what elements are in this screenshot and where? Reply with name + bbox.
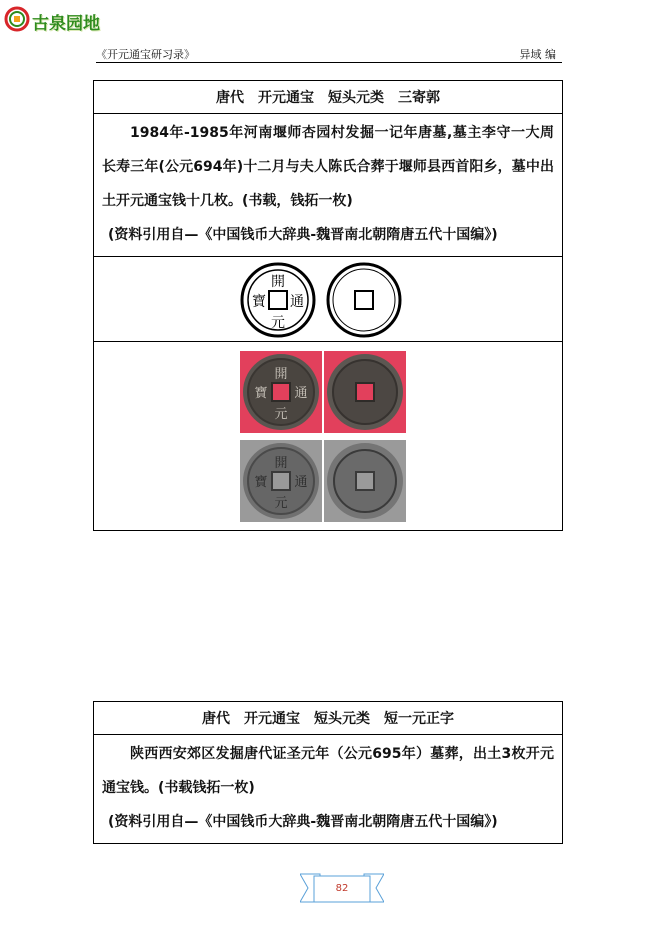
entry-1-text — [94, 114, 563, 257]
coin-photo-reverse-color — [324, 351, 406, 433]
page-number-ribbon — [300, 872, 384, 906]
rubbing-char-bottom: 元 — [271, 315, 285, 331]
logo-brand-text: 古泉园地 — [32, 14, 100, 34]
rubbing-row — [94, 257, 563, 342]
photo-char-top: 開 — [274, 367, 288, 382]
page-number: 82 — [335, 883, 349, 894]
coin-rubbing-obverse — [238, 261, 318, 339]
rubbing-char-right: 通 — [290, 294, 304, 310]
photo-char-left: 寶 — [254, 386, 268, 401]
coin-photo-obverse-color — [240, 351, 322, 433]
coin-photo-obverse-grey — [240, 440, 322, 522]
entry-2-paragraph: 陕西西安郊区发掘唐代证圣元年（公元695年）墓葬，出土3枚开元通宝钱。(书载钱拓一枚) — [102, 746, 554, 796]
page-header — [96, 46, 562, 63]
photo-row — [94, 342, 563, 531]
entry-2-title: 唐代 开元通宝 短头元类 短一元正字 — [94, 702, 563, 735]
entry-1-paragraph: 1984年-1985年河南堰师杏园村发掘一记年唐墓,墓主李守一大周长寿三年(公元694年)十二月与夫人陈氏合葬于堰师县西首阳乡，墓中出土开元通宝钱十几枚。(书载，钱拓一枚) — [102, 125, 554, 209]
editor-credit: 异域 编 — [519, 48, 556, 61]
coin-rubbing-reverse — [324, 261, 404, 339]
entry-1-source: (资料引用自—《中国钱币大辞典-魏晋南北朝隋唐五代十国编》) — [108, 227, 498, 243]
entry-1-table — [93, 80, 563, 531]
rubbing-char-left: 寶 — [252, 294, 266, 310]
grey-char-right: 通 — [294, 475, 308, 490]
entry-1-title: 唐代 开元通宝 短头元类 三寄郭 — [94, 81, 563, 114]
photo-char-right: 通 — [294, 386, 308, 401]
rubbing-char-top: 開 — [271, 274, 285, 290]
grey-char-top: 開 — [274, 456, 288, 471]
coin-photo-reverse-grey — [324, 440, 406, 522]
book-title: 《开元通宝研习录》 — [96, 48, 195, 61]
photo-char-bottom: 元 — [274, 407, 288, 422]
site-logo — [4, 6, 104, 32]
entry-2-table — [93, 701, 563, 844]
coin-swirl-logo-icon — [4, 6, 30, 32]
grey-char-bottom: 元 — [274, 496, 288, 511]
grey-char-left: 寶 — [254, 475, 268, 490]
entry-2-text — [94, 735, 563, 844]
entry-2-source: (资料引用自—《中国钱币大辞典-魏晋南北朝隋唐五代十国编》) — [108, 814, 498, 830]
